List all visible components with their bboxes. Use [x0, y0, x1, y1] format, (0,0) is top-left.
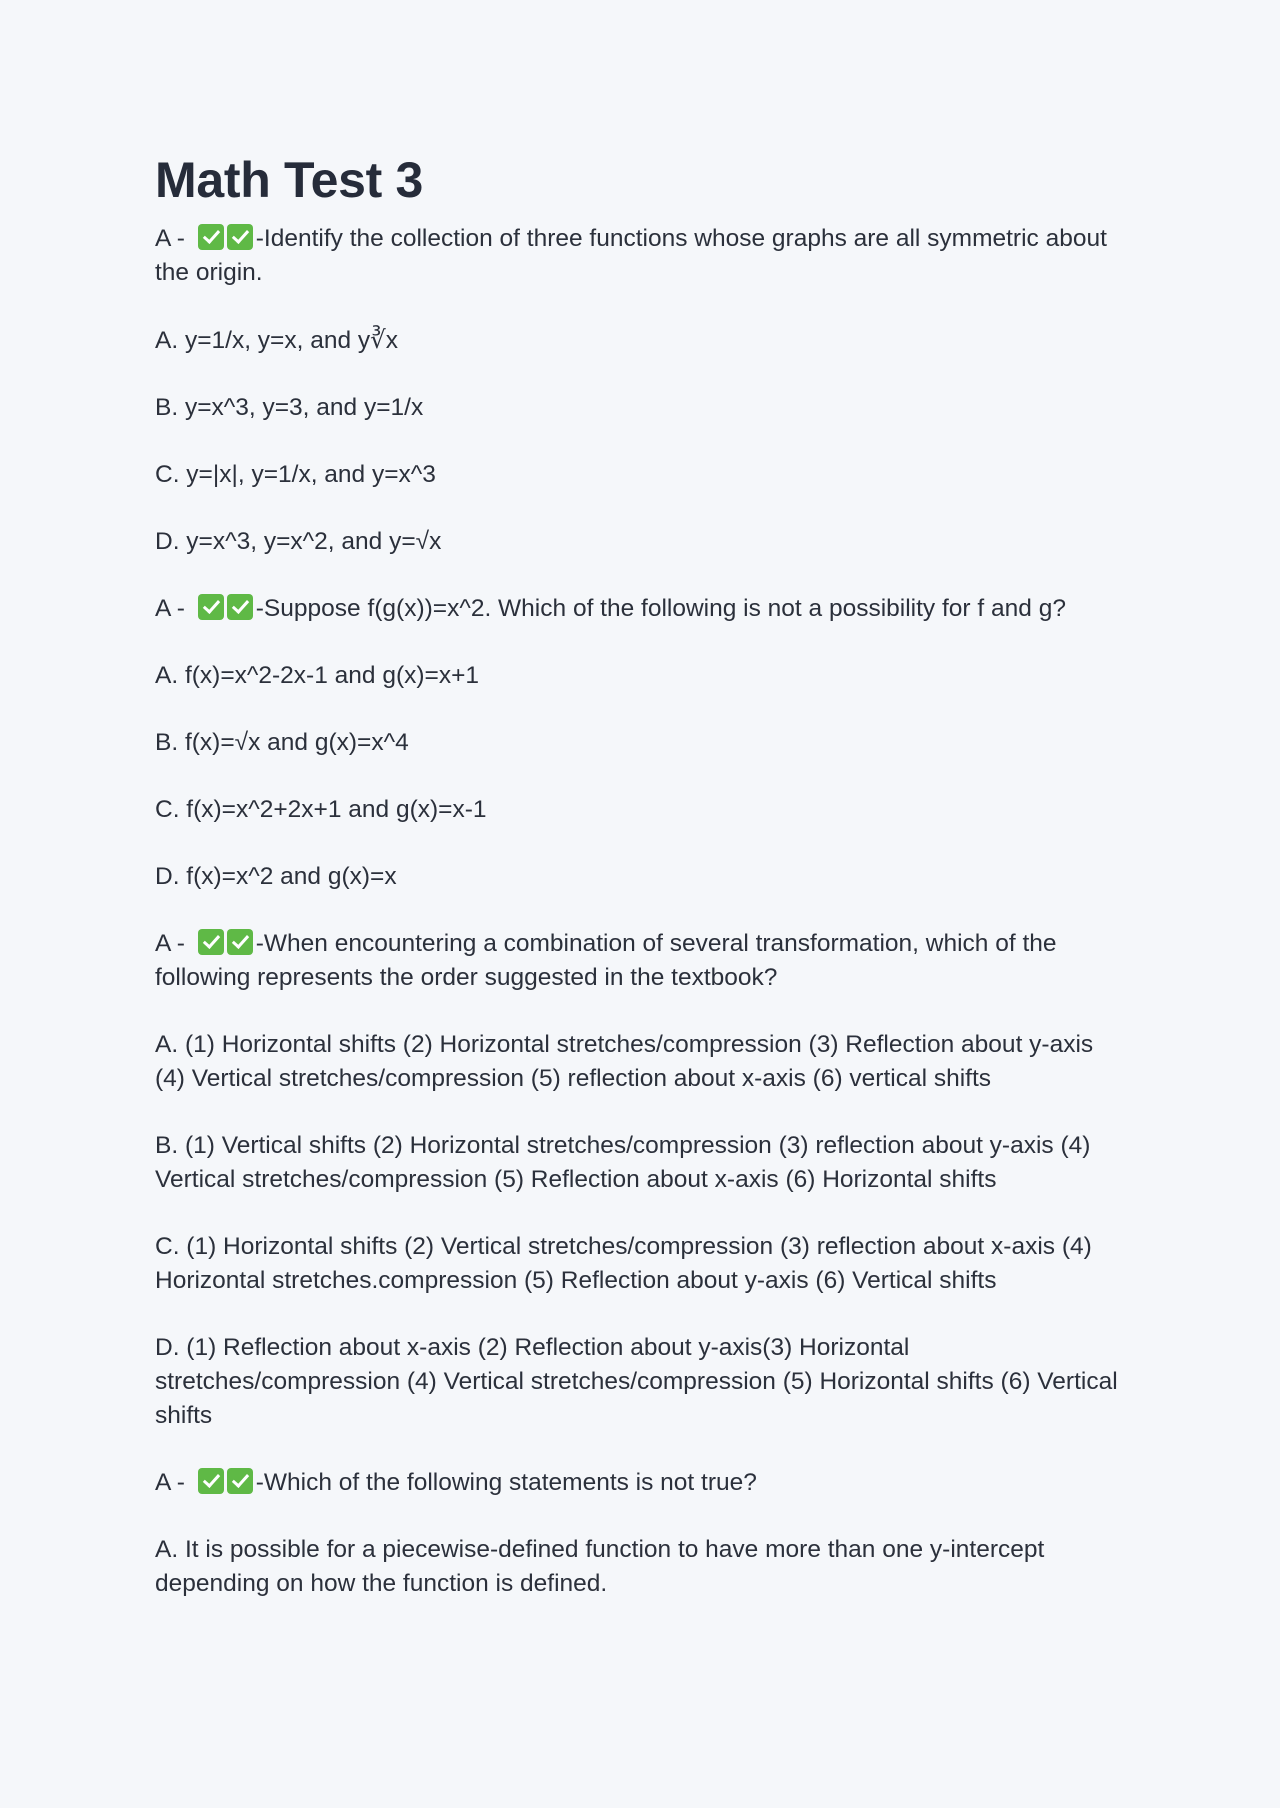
check-icons: [198, 1466, 256, 1500]
answer-option: A. y=1/x, y=x, and y∛x: [155, 327, 399, 354]
answer-prefix: A -: [155, 1469, 192, 1496]
question-stem: [155, 592, 1120, 626]
answer-option: A. f(x)=x^2-2x-1 and g(x)=x+1: [155, 662, 480, 689]
question-text: -Identify the collection of three functions whose graphs are all symmetric about the origin.: [155, 225, 1107, 286]
check-mark-icon: [227, 1468, 253, 1494]
question-text: -Which of the following statements is not true?: [255, 1469, 757, 1496]
answer-prefix: A -: [155, 930, 192, 957]
answer-option: A. (1) Horizontal shifts (2) Horizontal stretches/compression (3) Reflection about y-axis (4) Vertical stretches/compression (5) reflection about x-axis (6) vertical shifts: [155, 1031, 1094, 1092]
check-mark-icon: [198, 929, 224, 955]
check-mark-icon: [198, 594, 224, 620]
check-mark-icon: [227, 224, 253, 250]
check-icons: [198, 927, 256, 961]
check-mark-icon: [227, 929, 253, 955]
answer-option: C. f(x)=x^2+2x+1 and g(x)=x-1: [155, 796, 487, 823]
answer-option: B. y=x^3, y=3, and y=1/x: [155, 394, 424, 421]
question-text: -Suppose f(g(x))=x^2. Which of the following is not a possibility for f and g?: [255, 595, 1066, 622]
check-icons: [198, 592, 256, 626]
answer-option: D. (1) Reflection about x-axis (2) Reflection about y-axis(3) Horizontal stretches/compression (4) Vertical stretches/compression (5) Horizontal shifts (6) Vertical shifts: [155, 1334, 1118, 1429]
answer-prefix: A -: [155, 595, 192, 622]
question-stem: [155, 222, 1120, 290]
check-mark-icon: [198, 1468, 224, 1494]
answer-option: B. f(x)=√x and g(x)=x^4: [155, 729, 409, 756]
answer-prefix: A -: [155, 225, 192, 252]
answer-option: A. It is possible for a piecewise-defined function to have more than one y-intercept depending on how the function is defined.: [155, 1536, 1045, 1597]
check-mark-icon: [227, 594, 253, 620]
answer-option: D. y=x^3, y=x^2, and y=√x: [155, 528, 442, 555]
document-page: [155, 150, 1120, 1634]
answer-option: C. y=|x|, y=1/x, and y=x^3: [155, 461, 436, 488]
document-title: Math Test 3: [155, 152, 424, 208]
question-stem: [155, 1466, 1120, 1500]
check-mark-icon: [198, 224, 224, 250]
answer-option: B. (1) Vertical shifts (2) Horizontal stretches/compression (3) reflection about y-axis (4) Vertical stretches/compression (5) Reflection about x-axis (6) Horizontal shifts: [155, 1132, 1091, 1193]
question-stem: [155, 927, 1120, 995]
answer-option: D. f(x)=x^2 and g(x)=x: [155, 863, 397, 890]
check-icons: [198, 222, 256, 256]
question-text: -When encountering a combination of several transformation, which of the following represents the order suggested in the textbook?: [155, 930, 1057, 991]
answer-option: C. (1) Horizontal shifts (2) Vertical stretches/compression (3) reflection about x-axis (4) Horizontal stretches.compression (5) Reflection about y-axis (6) Vertical shifts: [155, 1233, 1092, 1294]
